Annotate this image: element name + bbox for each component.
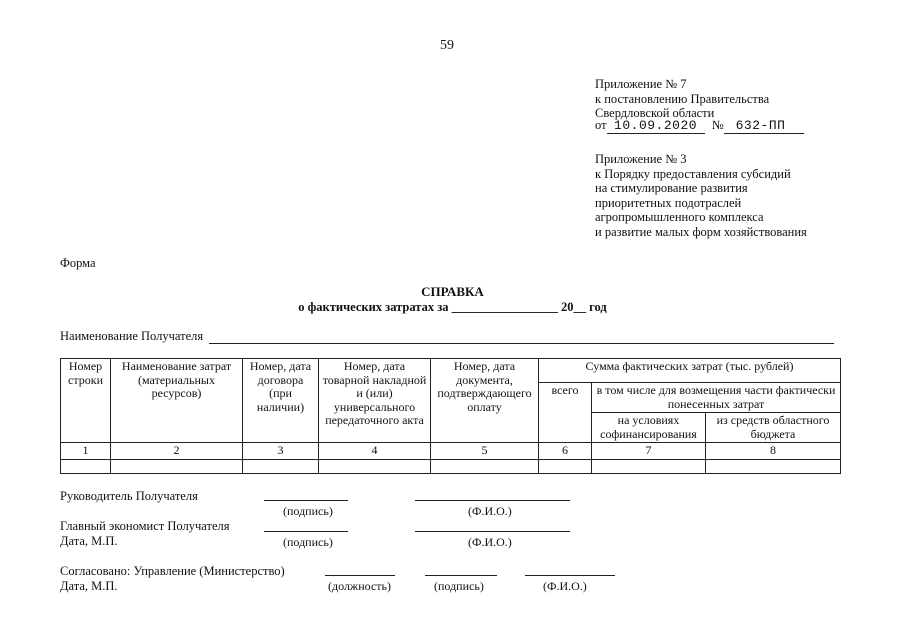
- head-fio-caption: (Ф.И.О.): [468, 504, 512, 518]
- header-row-number: Номер строки: [61, 359, 111, 443]
- column-number: 3: [243, 443, 319, 460]
- appendix-3-block: [595, 152, 807, 239]
- appendix-7-line: Свердловской области: [595, 106, 715, 120]
- appendix-7-date-row: [595, 118, 804, 135]
- chief-economist-label: Главный экономист Получателя: [60, 519, 230, 533]
- appendix-3-line: и развитие малых форм хозяйствования: [595, 224, 807, 239]
- header-invoice: Номер, дата товарной накладной и (или) универсального передаточного акта: [319, 359, 431, 443]
- agreed-signature-caption: (подпись): [434, 579, 484, 593]
- page-number: 59: [440, 38, 454, 53]
- recipient-name-line: [209, 343, 834, 344]
- table-cell[interactable]: [61, 459, 111, 473]
- column-number: 6: [539, 443, 592, 460]
- header-regional-budget: из средств областного бюджета: [706, 413, 841, 443]
- date-prefix: от: [595, 117, 607, 132]
- agreed-position-line[interactable]: [325, 575, 395, 576]
- table-cell[interactable]: [431, 459, 539, 473]
- document-title: СПРАВКА: [421, 284, 484, 299]
- column-number: 4: [319, 443, 431, 460]
- document-subtitle: о фактических затратах за _________________ 20__ год: [298, 300, 607, 314]
- table-cell[interactable]: [243, 459, 319, 473]
- column-number: 2: [111, 443, 243, 460]
- agreed-label: Согласовано: Управление (Министерство): [60, 564, 285, 578]
- economist-fio-line[interactable]: [415, 531, 570, 532]
- column-number: 5: [431, 443, 539, 460]
- appendix-7-block: [595, 77, 804, 134]
- costs-table: [60, 358, 841, 474]
- appendix-7-line: к постановлению Правительства: [595, 91, 770, 106]
- date-stamp-label: Дата, М.П.: [60, 579, 118, 593]
- column-number: 7: [592, 443, 706, 460]
- economist-signature-caption: (подпись): [283, 535, 333, 549]
- number-prefix: №: [711, 117, 724, 132]
- header-total: всего: [539, 383, 592, 443]
- appendix-7-date: 10.09.2020: [607, 119, 705, 135]
- empty-data-row: [61, 459, 841, 473]
- agreed-fio-line[interactable]: [525, 575, 615, 576]
- agreed-position-caption: (должность): [328, 579, 391, 593]
- head-signature-caption: (подпись): [283, 504, 333, 518]
- appendix-3-line: к Порядку предоставления субсидий: [595, 166, 791, 181]
- header-including: в том числе для возмещения части фактически понесенных затрат: [592, 383, 841, 413]
- economist-signature-line[interactable]: [264, 531, 348, 532]
- table-cell[interactable]: [592, 459, 706, 473]
- appendix-3-line: на стимулирование развития: [595, 181, 748, 195]
- economist-fio-caption: (Ф.И.О.): [468, 535, 512, 549]
- agreed-signature-line[interactable]: [425, 575, 497, 576]
- recipient-label: Наименование Получателя: [60, 329, 204, 343]
- header-actual-sum: Сумма фактических затрат (тыс. рублей): [539, 359, 841, 383]
- header-payment-doc: Номер, дата документа, подтверждающего оплату: [431, 359, 539, 443]
- column-number: 8: [706, 443, 841, 460]
- head-signature-line[interactable]: [264, 500, 348, 501]
- date-stamp-label: Дата, М.П.: [60, 534, 118, 548]
- appendix-3-line: Приложение № 3: [595, 152, 687, 166]
- table-cell[interactable]: [319, 459, 431, 473]
- column-numbers-row: [61, 443, 841, 460]
- header-contract: Номер, дата договора (при наличии): [243, 359, 319, 443]
- header-cost-name: Наименование затрат (материальных ресурсов): [111, 359, 243, 443]
- form-label: Форма: [60, 256, 96, 270]
- column-number: 1: [61, 443, 111, 460]
- table-cell[interactable]: [706, 459, 841, 473]
- agreed-fio-caption: (Ф.И.О.): [543, 579, 587, 593]
- appendix-7-number: 632-ПП: [724, 119, 804, 135]
- head-fio-line[interactable]: [415, 500, 570, 501]
- table-cell[interactable]: [539, 459, 592, 473]
- head-of-recipient-label: Руководитель Получателя: [60, 489, 198, 503]
- appendix-7-title: Приложение № 7: [595, 77, 687, 91]
- appendix-3-line: агропромышленного комплекса: [595, 210, 764, 224]
- appendix-3-line: приоритетных подотраслей: [595, 195, 742, 210]
- header-cofinancing: на условиях софинансирования: [592, 413, 706, 443]
- table-cell[interactable]: [111, 459, 243, 473]
